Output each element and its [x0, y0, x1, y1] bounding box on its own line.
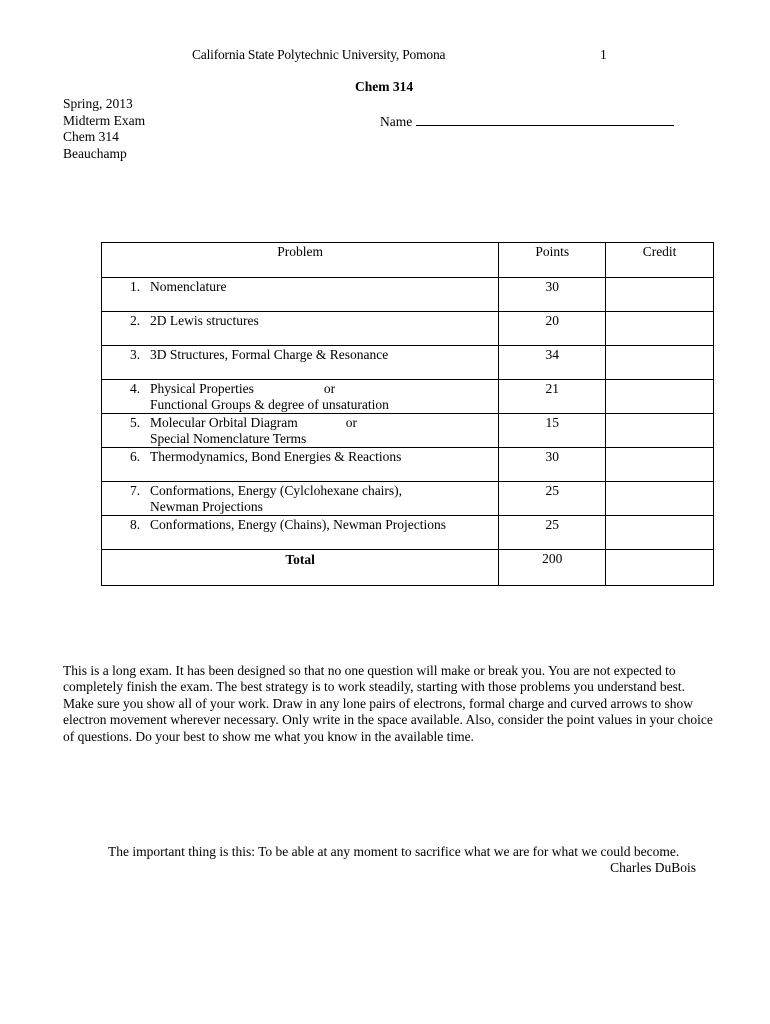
- quote-author: Charles DuBois: [610, 860, 696, 875]
- problem-cell: [102, 278, 499, 312]
- header-problem: Problem: [102, 243, 499, 278]
- grading-table: [101, 242, 714, 586]
- problem-title: Physical Properties: [150, 381, 254, 396]
- problem-number: 8.: [130, 517, 141, 532]
- points-cell: 21: [499, 380, 606, 414]
- problem-cell: [102, 516, 499, 550]
- table-header-row: [102, 243, 714, 278]
- problem-number: 6.: [130, 449, 141, 464]
- course-title: Chem 314: [355, 79, 414, 94]
- name-blank-line[interactable]: [416, 112, 674, 126]
- total-row: [102, 550, 714, 586]
- credit-cell[interactable]: [606, 414, 714, 448]
- or-label: or: [345, 415, 357, 430]
- exam-instructions: This is a long exam. It has been designed so that no one question will make or break you. You are not expected to completely finish the exam. The best strategy is to work steadily, starting with those problems you understand best. Make sure you show all of your work. Draw in any lone pairs of electrons, formal charge and curved arrows to show electron movement wherever necessary. Only write in the space available. Also, consider the point values in your choice of questions. Do your best to show me what you know in the available time.: [63, 663, 713, 744]
- problem-title: 2D Lewis structures: [150, 313, 259, 328]
- name-label: Name: [380, 114, 413, 129]
- credit-cell[interactable]: [606, 380, 714, 414]
- table-row: [102, 448, 714, 482]
- name-field: [380, 112, 674, 130]
- exam-type: Midterm Exam: [63, 112, 146, 128]
- total-points: 200: [499, 550, 606, 586]
- table-row: [102, 380, 714, 414]
- credit-cell[interactable]: [606, 278, 714, 312]
- header-credit: Credit: [606, 243, 714, 278]
- university-header: California State Polytechnic University, Pomona: [192, 47, 446, 62]
- problem-number: 5.: [130, 415, 141, 430]
- problem-alt-title: Functional Groups & degree of unsaturation: [150, 397, 389, 412]
- page-number: 1: [600, 47, 607, 62]
- problem-cell: [102, 380, 499, 414]
- exam-info: [63, 96, 145, 162]
- points-cell: 20: [499, 312, 606, 346]
- problem-cell: [102, 448, 499, 482]
- table-row: [102, 482, 714, 516]
- table-row: [102, 278, 714, 312]
- points-cell: 25: [499, 516, 606, 550]
- problem-cell: [102, 312, 499, 346]
- credit-cell[interactable]: [606, 482, 714, 516]
- points-cell: 30: [499, 278, 606, 312]
- problem-title: Nomenclature: [150, 279, 227, 294]
- problem-title: 3D Structures, Formal Charge & Resonance: [150, 347, 389, 362]
- problem-cell: [102, 414, 499, 448]
- total-credit-cell[interactable]: [606, 550, 714, 586]
- credit-cell[interactable]: [606, 448, 714, 482]
- table-row: [102, 312, 714, 346]
- instructor: Beauchamp: [63, 145, 127, 161]
- problem-alt-title: Special Nomenclature Terms: [150, 431, 307, 446]
- course-code: Chem 314: [63, 129, 119, 144]
- points-cell: 30: [499, 448, 606, 482]
- table-row: [102, 414, 714, 448]
- total-label: Total: [102, 550, 499, 586]
- points-cell: 34: [499, 346, 606, 380]
- problem-number: 2.: [130, 313, 141, 328]
- header-points: Points: [499, 243, 606, 278]
- problem-number: 4.: [130, 381, 141, 396]
- problem-cell: [102, 482, 499, 516]
- problem-title-cont: Newman Projections: [150, 499, 263, 514]
- problem-title: Molecular Orbital Diagram: [150, 415, 298, 430]
- table-row: [102, 346, 714, 380]
- problem-title: Thermodynamics, Bond Energies & Reactions: [150, 449, 402, 464]
- problem-cell: [102, 346, 499, 380]
- credit-cell[interactable]: [606, 346, 714, 380]
- table-row: [102, 516, 714, 550]
- problem-number: 3.: [130, 347, 141, 362]
- credit-cell[interactable]: [606, 516, 714, 550]
- points-cell: 15: [499, 414, 606, 448]
- problem-title: Conformations, Energy (Cylclohexane chairs),: [150, 483, 403, 498]
- problem-title: Conformations, Energy (Chains), Newman Projections: [150, 517, 446, 532]
- credit-cell[interactable]: [606, 312, 714, 346]
- quote-text: The important thing is this: To be able at any moment to sacrifice what we are for what we could become.: [108, 844, 680, 859]
- problem-number: 7.: [130, 483, 141, 498]
- term: Spring, 2013: [63, 96, 133, 111]
- problem-number: 1.: [130, 279, 141, 294]
- points-cell: 25: [499, 482, 606, 516]
- or-label: or: [323, 381, 336, 396]
